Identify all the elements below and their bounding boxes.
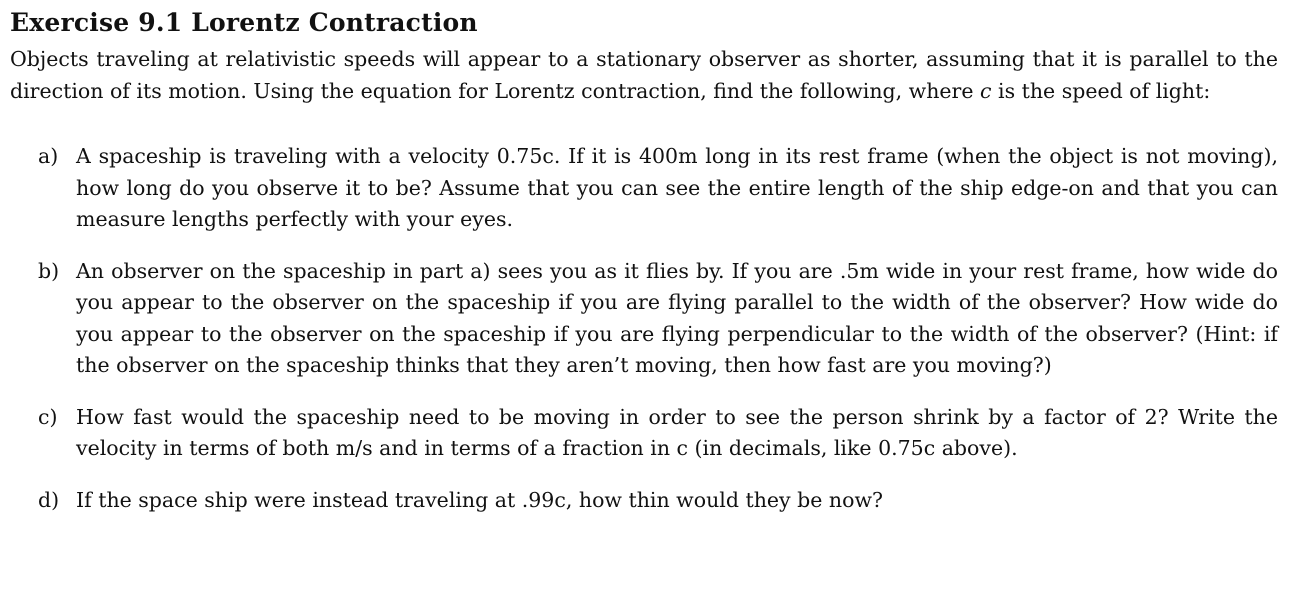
question-c xyxy=(10,402,1278,465)
question-label: b) xyxy=(38,258,60,283)
question-text: An observer on the spaceship in part a) sees you as it flies by. If you are .5m wide in your rest frame, how wide do you appear to the observer on the spaceship if you are flying parallel to the width of the observer? How wide do you appear to the observer on the spaceship if you are flying perpendicular to the width of the observer? (Hint: if the observer on the spaceship thinks that they aren’t moving, then how fast are you moving?) xyxy=(76,258,1278,377)
question-label: d) xyxy=(38,487,60,512)
question-text: How fast would the spaceship need to be moving in order to see the person shrink by a factor of 2? Write the velocity in terms of both m/s and in terms of a fraction in c (in decimals, like 0.75c above). xyxy=(76,404,1278,460)
question-text: A spaceship is traveling with a velocity 0.75c. If it is 400m long in its rest frame (when the object is not moving), how long do you observe it to be? Assume that you can see the entire length of the ship edge-on and that you can measure lengths perfectly with your eyes. xyxy=(76,144,1278,231)
speed-of-light-symbol: c xyxy=(980,78,992,103)
question-label: c) xyxy=(38,404,58,429)
intro-text-start: Objects traveling at relativistic speeds will appear to a stationary observer as shorter, assuming that it is parallel to the direction of its motion. Using the equation for Lorentz contraction, find the following, where xyxy=(10,47,1278,103)
question-list xyxy=(10,141,1278,516)
question-a xyxy=(10,141,1278,236)
question-label: a) xyxy=(38,144,59,168)
question-b xyxy=(10,256,1278,382)
question-text: If the space ship were instead traveling at .99c, how thin would they be now? xyxy=(76,487,883,512)
exercise-intro xyxy=(10,44,1278,107)
intro-text-end: is the speed of light: xyxy=(991,78,1211,103)
exercise-title: Exercise 9.1 Lorentz Contraction xyxy=(10,8,478,37)
question-d xyxy=(10,485,1278,517)
